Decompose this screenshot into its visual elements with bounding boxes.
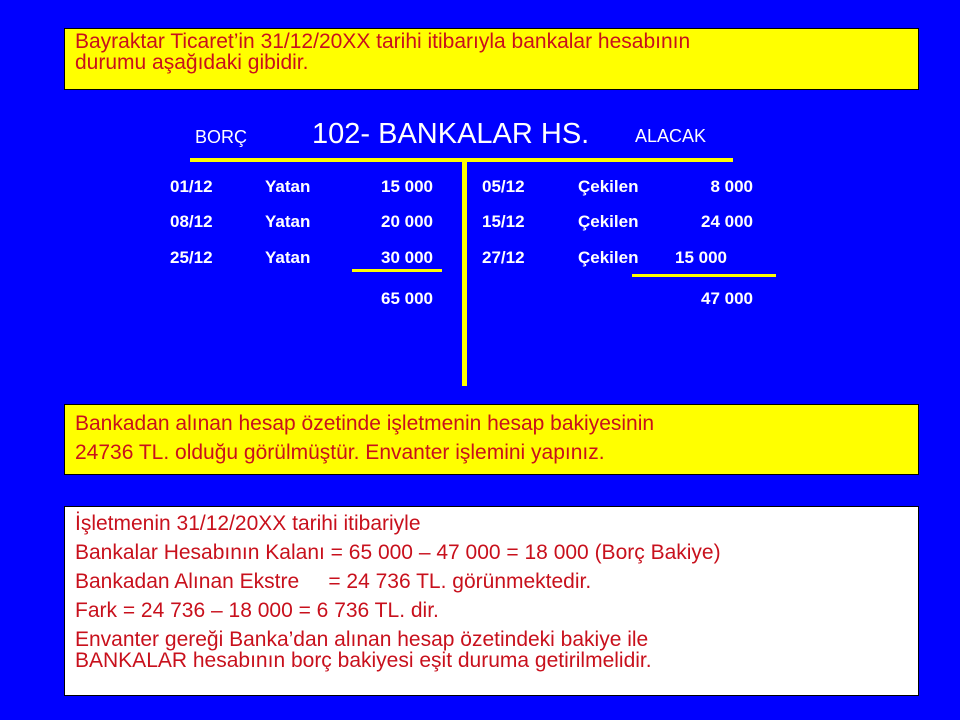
intro-box bbox=[64, 28, 919, 90]
credit-date: 27/12 bbox=[482, 248, 525, 267]
debit-header: BORÇ bbox=[195, 127, 248, 147]
task-box bbox=[64, 404, 919, 475]
debit-date: 25/12 bbox=[170, 248, 213, 267]
debit-amount: 20 000 bbox=[381, 212, 433, 231]
solution-box bbox=[64, 506, 919, 696]
task-line-1: Bankadan alınan hesap özetinde işletmenin hesap bakiyesinin bbox=[75, 412, 655, 435]
solution-line-6: BANKALAR hesabının borç bakiyesi eşit duruma getirilmelidir. bbox=[75, 649, 652, 672]
debit-date: 01/12 bbox=[170, 177, 213, 196]
solution-line-1: İşletmenin 31/12/20XX tarihi itibariyle bbox=[75, 512, 421, 535]
intro-line-2: durumu aşağıdaki gibidir. bbox=[75, 51, 309, 74]
credit-total: 47 000 bbox=[701, 289, 753, 308]
credit-amount: 8 000 bbox=[710, 177, 753, 196]
debit-total: 65 000 bbox=[381, 289, 433, 308]
credit-desc: Çekilen bbox=[578, 177, 639, 196]
credit-date: 05/12 bbox=[482, 177, 525, 196]
debit-total-underline bbox=[352, 269, 442, 272]
debit-desc: Yatan bbox=[265, 177, 311, 196]
credit-total-underline bbox=[632, 274, 776, 277]
credit-desc: Çekilen bbox=[578, 212, 639, 231]
solution-line-5: Envanter gereği Banka’dan alınan hesap özetindeki bakiye ile bbox=[75, 628, 649, 651]
t-account-vertical-line bbox=[462, 158, 467, 386]
solution-line-3: Bankadan Alınan Ekstre = 24 736 TL. görünmektedir. bbox=[75, 570, 592, 593]
account-title: 102- BANKALAR HS. bbox=[312, 118, 590, 150]
credit-header: ALACAK bbox=[635, 126, 707, 146]
debit-desc: Yatan bbox=[265, 248, 311, 267]
debit-date: 08/12 bbox=[170, 212, 213, 231]
credit-amount: 15 000 bbox=[675, 248, 727, 267]
credit-amount: 24 000 bbox=[701, 212, 753, 231]
debit-amount: 30 000 bbox=[381, 248, 433, 267]
task-line-2: 24736 TL. olduğu görülmüştür. Envanter işlemini yapınız. bbox=[75, 441, 605, 464]
credit-desc: Çekilen bbox=[578, 248, 639, 267]
debit-amount: 15 000 bbox=[381, 177, 433, 196]
solution-line-4: Fark = 24 736 – 18 000 = 6 736 TL. dir. bbox=[75, 599, 439, 622]
solution-line-2: Bankalar Hesabının Kalanı = 65 000 – 47 000 = 18 000 (Borç Bakiye) bbox=[75, 541, 721, 564]
debit-desc: Yatan bbox=[265, 212, 311, 231]
intro-line-1: Bayraktar Ticaret’in 31/12/20XX tarihi itibarıyla bankalar hesabının bbox=[75, 30, 691, 53]
credit-date: 15/12 bbox=[482, 212, 525, 231]
